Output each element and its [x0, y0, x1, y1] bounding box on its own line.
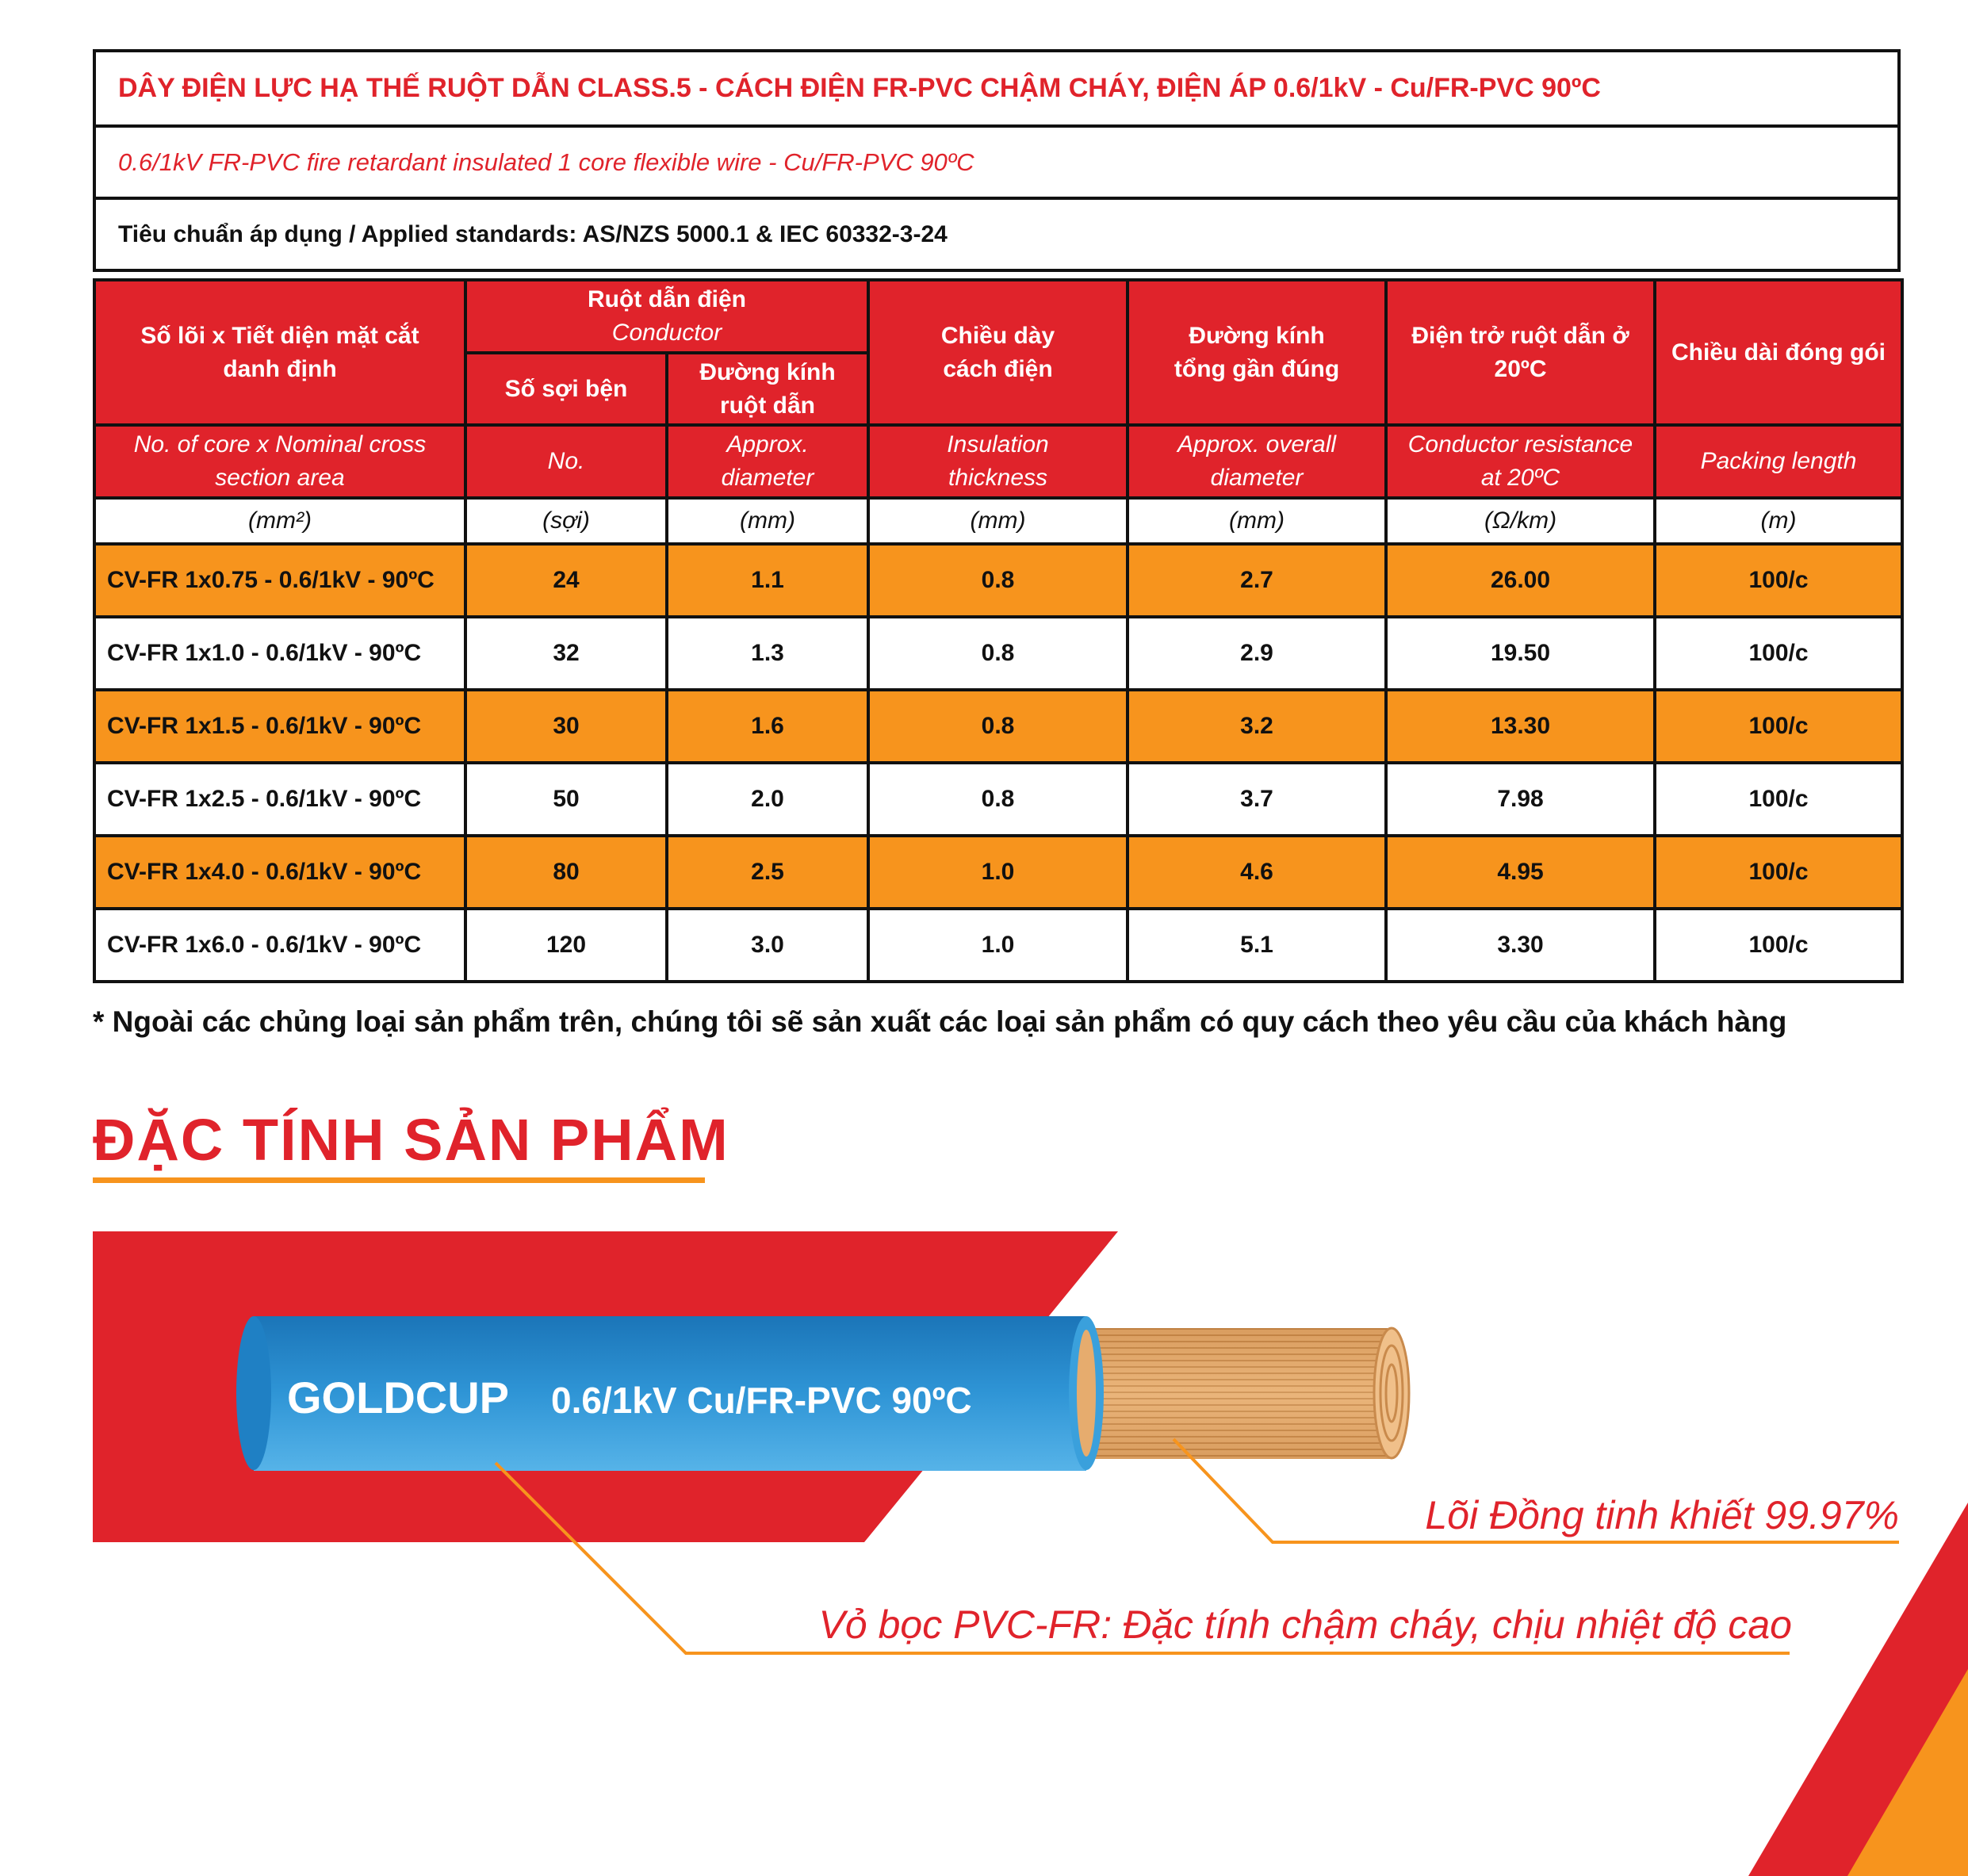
- row-name: CV-FR 1x0.75 - 0.6/1kV - 90ºC: [94, 544, 465, 617]
- section-title: ĐẶC TÍNH SẢN PHẨM: [93, 1107, 729, 1173]
- row-resistance: 13.30: [1386, 690, 1655, 763]
- row-insulation: 0.8: [868, 690, 1128, 763]
- row-packing: 100/c: [1655, 909, 1902, 982]
- product-title: DÂY ĐIỆN LỰC HẠ THẾ RUỘT DẪN CLASS.5 - CÁCH ĐIỆN FR-PVC CHẬM CHÁY, ĐIỆN ÁP 0.6/1kV - Cu/FR-PVC 90ºC: [118, 73, 1601, 103]
- header-insulation-thickness: Chiều dày cách điện: [868, 280, 1128, 425]
- row-name: CV-FR 1x6.0 - 0.6/1kV - 90ºC: [94, 909, 465, 982]
- row-name: CV-FR 1x1.0 - 0.6/1kV - 90ºC: [94, 617, 465, 690]
- row-insulation: 0.8: [868, 617, 1128, 690]
- cable-print: 0.6/1kV Cu/FR-PVC 90ºC: [551, 1380, 972, 1421]
- row-strands: 24: [465, 544, 667, 617]
- row-resistance: 7.98: [1386, 763, 1655, 836]
- row-insulation: 1.0: [868, 836, 1128, 909]
- row-resistance: 3.30: [1386, 909, 1655, 982]
- cable-brand: GOLDCUP: [287, 1373, 509, 1422]
- header-strands: Số sợi bện: [465, 353, 667, 425]
- row-overall-diameter: 2.7: [1128, 544, 1386, 617]
- row-name: CV-FR 1x1.5 - 0.6/1kV - 90ºC: [94, 690, 465, 763]
- label-pvc-sheath: Vỏ bọc PVC-FR: Đặc tính chậm cháy, chịu nhiệt độ cao: [818, 1602, 1792, 1647]
- header-packing-length: Chiều dài đóng gói: [1655, 280, 1902, 425]
- row-strands: 80: [465, 836, 667, 909]
- row-strands: 120: [465, 909, 667, 982]
- header-en-resistance: Conductor resistance at 20ºC: [1386, 425, 1655, 498]
- row-overall-diameter: 3.2: [1128, 690, 1386, 763]
- row-packing: 100/c: [1655, 690, 1902, 763]
- unit-cell: (sợi): [465, 498, 667, 544]
- header-en-core-section: No. of core x Nominal cross section area: [94, 425, 465, 498]
- copper-core: [1074, 1328, 1409, 1459]
- row-overall-diameter: 2.9: [1128, 617, 1386, 690]
- applied-standards: Tiêu chuẩn áp dụng / Applied standards: AS/NZS 5000.1 & IEC 60332-3-24: [96, 197, 1897, 269]
- unit-cell: (Ω/km): [1386, 498, 1655, 544]
- row-conductor-diameter: 1.1: [667, 544, 868, 617]
- row-insulation: 0.8: [868, 544, 1128, 617]
- row-conductor-diameter: 3.0: [667, 909, 868, 982]
- header-conductor-diameter: Đường kính ruột dẫn: [667, 353, 868, 425]
- row-strands: 32: [465, 617, 667, 690]
- header-en-overall-diameter: Approx. overall diameter: [1128, 425, 1386, 498]
- header-overall-diameter: Đường kính tổng gần đúng: [1128, 280, 1386, 425]
- unit-cell: (mm): [667, 498, 868, 544]
- product-subtitle: 0.6/1kV FR-PVC fire retardant insulated 1 core flexible wire - Cu/FR-PVC 90ºC: [96, 124, 1897, 197]
- row-packing: 100/c: [1655, 617, 1902, 690]
- header-en-packing: Packing length: [1655, 425, 1902, 498]
- unit-cell: (mm²): [94, 498, 465, 544]
- header-en-strands: No.: [465, 425, 667, 498]
- row-conductor-diameter: 1.6: [667, 690, 868, 763]
- row-name: CV-FR 1x4.0 - 0.6/1kV - 90ºC: [94, 836, 465, 909]
- header-core-section: Số lõi x Tiết diện mặt cắt danh định: [94, 280, 465, 425]
- row-conductor-diameter: 1.3: [667, 617, 868, 690]
- row-insulation: 1.0: [868, 909, 1128, 982]
- row-name: CV-FR 1x2.5 - 0.6/1kV - 90ºC: [94, 763, 465, 836]
- row-strands: 30: [465, 690, 667, 763]
- footnote: * Ngoài các chủng loại sản phẩm trên, chúng tôi sẽ sản xuất các loại sản phẩm có quy cách theo yêu cầu của khách hàng: [93, 1005, 1787, 1038]
- row-conductor-diameter: 2.0: [667, 763, 868, 836]
- row-packing: 100/c: [1655, 544, 1902, 617]
- row-overall-diameter: 5.1: [1128, 909, 1386, 982]
- row-resistance: 4.95: [1386, 836, 1655, 909]
- row-packing: 100/c: [1655, 763, 1902, 836]
- row-overall-diameter: 4.6: [1128, 836, 1386, 909]
- row-conductor-diameter: 2.5: [667, 836, 868, 909]
- unit-cell: (mm): [1128, 498, 1386, 544]
- header-resistance: Điện trở ruột dẫn ở 20ºC: [1386, 280, 1655, 425]
- header-conductor: Ruột dẫn điện Conductor: [465, 280, 868, 353]
- header-en-insulation: Insulation thickness: [868, 425, 1128, 498]
- row-insulation: 0.8: [868, 763, 1128, 836]
- unit-cell: (m): [1655, 498, 1902, 544]
- row-packing: 100/c: [1655, 836, 1902, 909]
- row-strands: 50: [465, 763, 667, 836]
- row-overall-diameter: 3.7: [1128, 763, 1386, 836]
- header-en-conductor-diameter: Approx. diameter: [667, 425, 868, 498]
- label-copper-core: Lõi Đồng tinh khiết 99.97%: [1425, 1493, 1899, 1537]
- unit-cell: (mm): [868, 498, 1128, 544]
- row-resistance: 19.50: [1386, 617, 1655, 690]
- row-resistance: 26.00: [1386, 544, 1655, 617]
